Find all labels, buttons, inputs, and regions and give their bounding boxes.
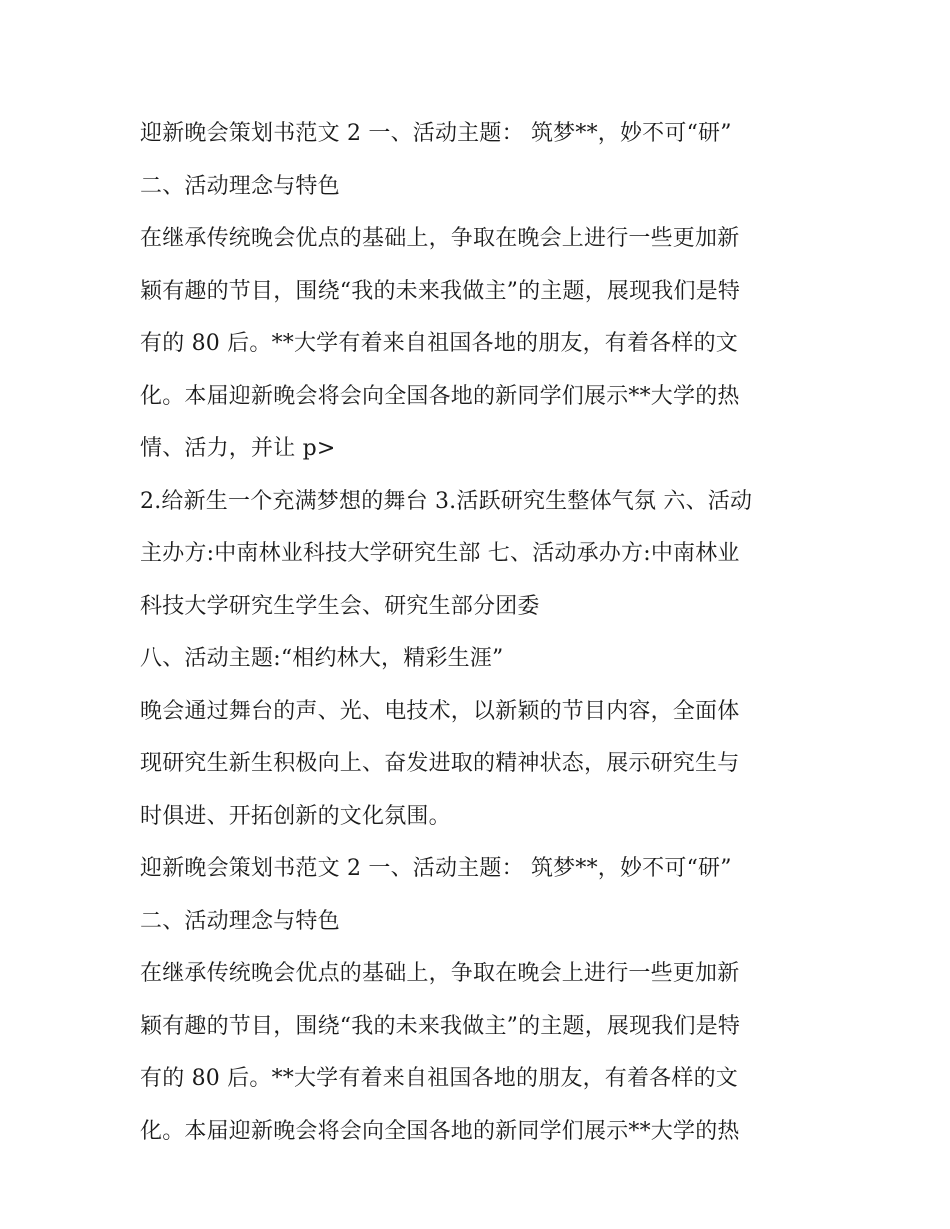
text-line: 情、活力，并让 p> — [140, 436, 336, 461]
text-line: 时俱进、开拓创新的文化氛围。 — [140, 803, 451, 829]
text-line: 在继承传统晚会优点的基础上，争取在晚会上进行一些更加新 — [140, 226, 740, 251]
text-line: 主办方:中南林业科技大学研究生部 七、活动承办方:中南林业 — [140, 541, 740, 566]
text-line: 颖有趣的节目，围绕“我的未来我做主”的主题，展现我们是特 — [140, 1013, 741, 1039]
text-line: 2.给新生一个充满梦想的舞台 3.活跃研究生整体气氛 六、活动 — [140, 488, 753, 514]
text-line: 迎新晚会策划书范文 2 一、活动主题： 筑梦**，妙不可“研” — [140, 121, 732, 146]
document-body — [140, 108, 820, 1158]
text-line: 在继承传统晚会优点的基础上，争取在晚会上进行一些更加新 — [140, 961, 740, 986]
text-line: 现研究生新生积极向上、奋发进取的精神状态，展示研究生与 — [140, 751, 740, 776]
text-line: 有的 80 后。**大学有着来自祖国各地的朋友，有着各样的文 — [140, 1066, 738, 1091]
text-line: 科技大学研究生学生会、研究生部分团委 — [140, 593, 540, 619]
text-line: 晚会通过舞台的声、光、电技术，以新颖的节目内容，全面体 — [140, 698, 740, 724]
text-line: 化。本届迎新晚会将会向全国各地的新同学们展示**大学的热 — [140, 383, 740, 409]
text-line: 二、活动理念与特色 — [140, 908, 340, 934]
text-line: 八、活动主题:“相约林大，精彩生涯” — [140, 646, 504, 671]
text-line: 迎新晚会策划书范文 2 一、活动主题： 筑梦**，妙不可“研” — [140, 856, 732, 881]
text-line: 有的 80 后。**大学有着来自祖国各地的朋友，有着各样的文 — [140, 331, 738, 356]
text-line: 二、活动理念与特色 — [140, 173, 340, 199]
text-line: 颖有趣的节目，围绕“我的未来我做主”的主题，展现我们是特 — [140, 278, 741, 304]
text-line: 化。本届迎新晚会将会向全国各地的新同学们展示**大学的热 — [140, 1118, 740, 1144]
